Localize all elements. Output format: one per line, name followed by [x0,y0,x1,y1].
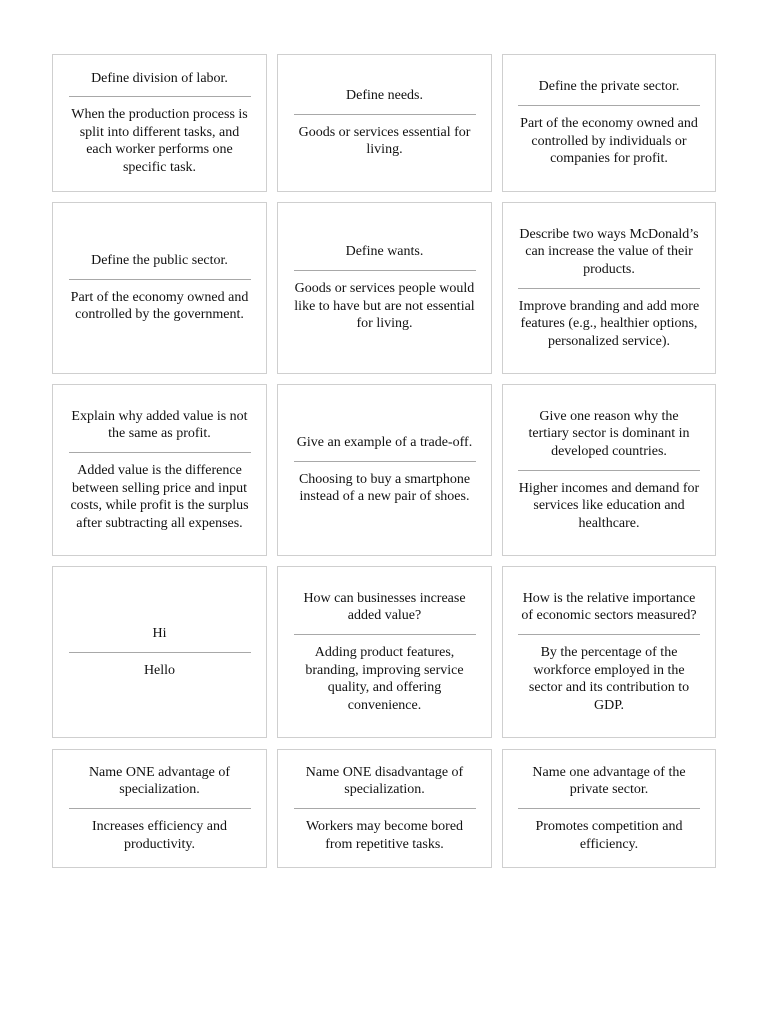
card-question: Define the public sector. [91,253,228,269]
flashcard [277,202,492,374]
flashcard [502,384,716,556]
flashcard [52,749,267,868]
card-answer: Adding product features, branding, improving service quality, and offering convenience. [305,644,464,713]
card-answer: By the percentage of the workforce employed in the sector and its contribution to GDP. [528,644,690,713]
flashcard [277,54,492,192]
flashcard [277,384,492,556]
flashcard [52,566,267,738]
card-answer: Part of the economy owned and controlled by individuals or companies for profit. [520,115,698,167]
card-question: Define needs. [346,88,423,104]
card-answer: When the production process is split into different tasks, and each worker performs one specific task. [71,107,248,175]
flashcard [502,202,716,374]
card-answer: Part of the economy owned and controlled by the government. [70,289,249,323]
card-answer: Promotes competition and efficiency. [535,819,683,852]
flashcard [502,566,716,738]
flashcard [277,566,492,738]
card-question: Name ONE advantage of specialization. [88,764,231,798]
card-question: How is the relative importance of economic sectors measured? [521,590,697,624]
card-question: Give an example of a trade-off. [296,435,473,451]
card-answer: Goods or services essential for living. [298,124,471,158]
card-question: Describe two ways McDonald’s can increase the value of their products. [519,226,699,277]
card-question: Define wants. [345,244,424,260]
card-question: Name one advantage of the private sector. [532,764,686,798]
flashcard [502,54,716,192]
card-question: Give one reason why the tertiary sector is dominant in developed countries. [528,408,690,459]
card-answer: Increases efficiency and productivity. [92,819,227,852]
card-question: Define division of labor. [91,70,228,86]
card-answer: Choosing to buy a smartphone instead of a new pair of shoes. [298,471,471,505]
card-question: Explain why added value is not the same as profit. [71,408,248,442]
card-answer: Hello [143,662,176,678]
card-question: Hi [152,625,167,641]
flashcard [52,202,267,374]
flashcard [277,749,492,868]
flashcard [52,384,267,556]
card-answer: Improve branding and add more features (e.g., healthier options, personalized service). [518,298,700,349]
card-question: Define the private sector. [538,79,680,95]
card-answer: Higher incomes and demand for services like education and healthcare. [518,480,700,531]
card-answer: Added value is the difference between selling price and input costs, while profit is the surplus after subtracting all expenses. [70,462,249,531]
card-answer: Goods or services people would like to have but are not essential for living. [294,280,475,332]
card-question: How can businesses increase added value? [303,590,466,624]
flashcard [502,749,716,868]
flashcard [52,54,267,192]
card-answer: Workers may become bored from repetitive tasks. [305,819,464,852]
card-question: Name ONE disadvantage of specialization. [305,764,464,798]
